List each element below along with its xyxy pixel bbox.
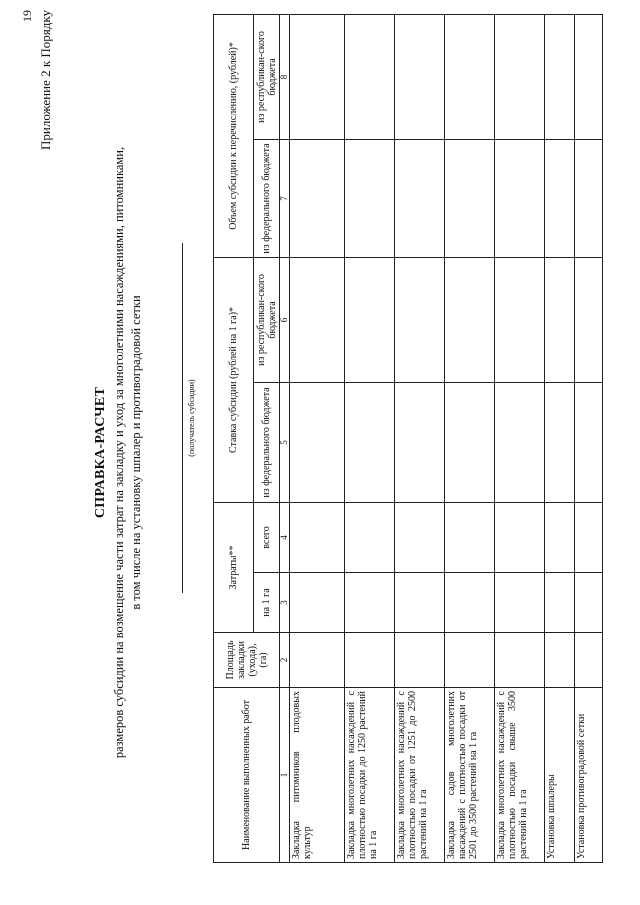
rate-federal-cell[interactable]: [290, 382, 345, 502]
table-row: [290, 14, 345, 862]
table-row: [575, 14, 603, 862]
subsidy-calculation-table: [213, 14, 603, 863]
cost-total-cell[interactable]: [575, 502, 603, 572]
area-cell[interactable]: [395, 633, 445, 688]
header-works: Наименование выполненных работ: [214, 688, 280, 863]
cost-per-ha-cell[interactable]: [395, 573, 445, 633]
volume-republic-cell[interactable]: [290, 14, 345, 139]
cost-total-cell[interactable]: [545, 502, 575, 572]
rate-republic-cell[interactable]: [290, 257, 345, 382]
work-name-cell: Установка противоградовой сетки: [575, 688, 603, 863]
column-number: 4: [280, 502, 290, 572]
document-subtitle-line: в том числе на установку шпалер и противоградовой сетки: [129, 295, 143, 610]
volume-federal-cell[interactable]: [495, 139, 545, 257]
header-costs: Затраты**: [214, 502, 254, 632]
area-cell[interactable]: [445, 633, 495, 688]
rate-federal-cell[interactable]: [545, 382, 575, 502]
appendix-note: Приложение 2 к Порядку: [38, 10, 53, 150]
volume-federal-cell[interactable]: [575, 139, 603, 257]
area-cell[interactable]: [345, 633, 395, 688]
volume-republic-cell[interactable]: [445, 14, 495, 139]
volume-republic-cell[interactable]: [345, 14, 395, 139]
column-number: 2: [280, 633, 290, 688]
volume-federal-cell[interactable]: [445, 139, 495, 257]
rate-federal-cell[interactable]: [495, 382, 545, 502]
work-name-cell: Закладка многолетних насаждений с плотностью посадки до 1250 растений на 1 га: [345, 688, 395, 863]
cost-total-cell[interactable]: [290, 502, 345, 572]
area-cell[interactable]: [290, 633, 345, 688]
document-title: СПРАВКА-РАСЧЕТ: [93, 386, 108, 519]
volume-federal-cell[interactable]: [345, 139, 395, 257]
recipient-blank-line: [182, 243, 183, 593]
column-number: 1: [280, 688, 290, 863]
work-name-cell: Закладка многолетних насаждений с плотностью посадки свыше 3500 растений на 1 га: [495, 688, 545, 863]
rate-federal-cell[interactable]: [395, 382, 445, 502]
work-name-cell: Закладка садов многолетних насаждений с плотностью посадки от 2501 до 3500 растений на 1 га: [445, 688, 495, 863]
header-area: Площадь закладки (ухода), (га): [214, 633, 280, 688]
volume-federal-cell[interactable]: [395, 139, 445, 257]
cost-total-cell[interactable]: [495, 502, 545, 572]
page-number: 19: [20, 10, 34, 22]
column-number: 5: [280, 382, 290, 502]
work-name-cell: Закладка многолетних насаждений с плотностью посадки от 1251 до 2500 растений на 1 га: [395, 688, 445, 863]
table-row: [495, 14, 545, 862]
table-row: [395, 14, 445, 862]
column-number: 8: [280, 14, 290, 139]
header-rate-federal: из федерального бюджета: [254, 382, 280, 502]
area-cell[interactable]: [545, 633, 575, 688]
header-costs-per-ha: на 1 га: [254, 573, 280, 633]
rate-republic-cell[interactable]: [545, 257, 575, 382]
header-subsidy-volume: Объем субсидии к перечислению, (рублей)*: [214, 14, 254, 257]
rate-federal-cell[interactable]: [345, 382, 395, 502]
rate-republic-cell[interactable]: [445, 257, 495, 382]
table-row: [345, 14, 395, 862]
rate-republic-cell[interactable]: [495, 257, 545, 382]
area-cell[interactable]: [575, 633, 603, 688]
cost-per-ha-cell[interactable]: [445, 573, 495, 633]
rate-republic-cell[interactable]: [345, 257, 395, 382]
header-rate-republic: из республикан-ского бюджета: [254, 257, 280, 382]
cost-per-ha-cell[interactable]: [545, 573, 575, 633]
rate-federal-cell[interactable]: [575, 382, 603, 502]
cost-per-ha-cell[interactable]: [290, 573, 345, 633]
header-subsidy-rate: Ставка субсидии (рублей на 1 га)*: [214, 257, 254, 502]
cost-per-ha-cell[interactable]: [345, 573, 395, 633]
work-name-cell: Установка шпалеры: [545, 688, 575, 863]
header-volume-republic: из республикан-ского бюджета: [254, 14, 280, 139]
volume-republic-cell[interactable]: [395, 14, 445, 139]
table-row: [445, 14, 495, 862]
cost-total-cell[interactable]: [345, 502, 395, 572]
cost-per-ha-cell[interactable]: [495, 573, 545, 633]
volume-republic-cell[interactable]: [495, 14, 545, 139]
volume-republic-cell[interactable]: [545, 14, 575, 139]
header-volume-federal: из федерального бюджета: [254, 139, 280, 257]
rate-republic-cell[interactable]: [575, 257, 603, 382]
column-number: 7: [280, 139, 290, 257]
column-number: 3: [280, 573, 290, 633]
column-number: 6: [280, 257, 290, 382]
header-costs-total: всего: [254, 502, 280, 572]
rate-republic-cell[interactable]: [395, 257, 445, 382]
volume-federal-cell[interactable]: [290, 139, 345, 257]
cost-total-cell[interactable]: [395, 502, 445, 572]
cost-per-ha-cell[interactable]: [575, 573, 603, 633]
area-cell[interactable]: [495, 633, 545, 688]
document-subtitle-line: размеров субсидии на возмещение части затрат на закладку и уход за многолетними насаждениями, питомниками,: [112, 146, 126, 759]
work-name-cell: Закладка питомников плодовых культур: [290, 688, 345, 863]
column-numbers-row: [280, 14, 290, 862]
volume-federal-cell[interactable]: [545, 139, 575, 257]
table-row: [545, 14, 575, 862]
cost-total-cell[interactable]: [445, 502, 495, 572]
rate-federal-cell[interactable]: [445, 382, 495, 502]
volume-republic-cell[interactable]: [575, 14, 603, 139]
recipient-caption: (получатель субсидии): [187, 379, 196, 457]
